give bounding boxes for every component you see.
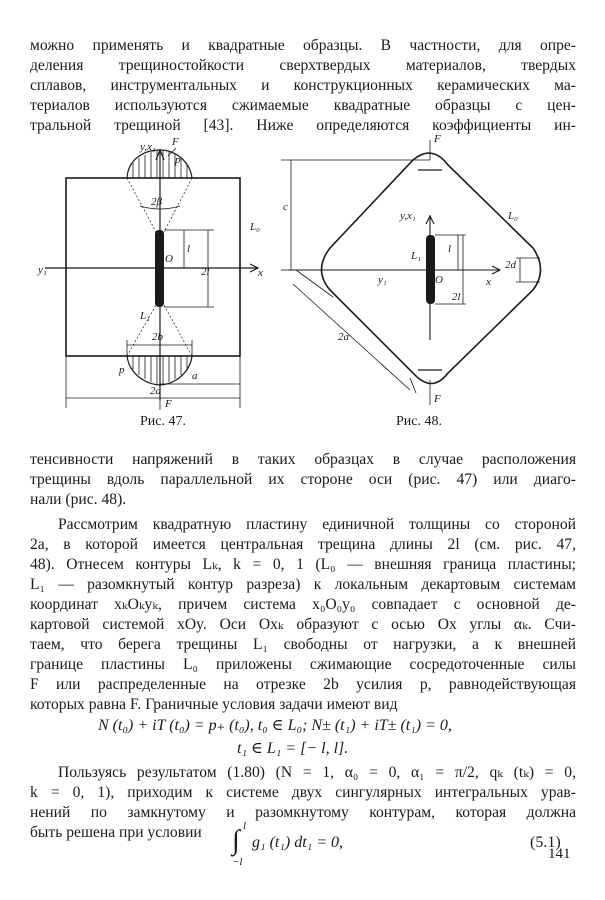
fig47-label-y1: y₁ (38, 264, 47, 276)
fig47-label-p-bottom: p (119, 364, 125, 376)
fig47-bottom-load (127, 356, 192, 385)
fig48-label-F-bottom: F (434, 393, 441, 405)
fig48-label-2a: 2a (338, 331, 349, 343)
fig47-x-arrow (250, 264, 258, 272)
fig48-label-x: x (486, 276, 491, 288)
fig48-crack (426, 235, 435, 304)
text-line: Пользуясь результатом (1.80) (N = 1, α₀ = 0, α₁ = π/2, qₖ (tₖ) = 0, (58, 764, 576, 781)
fig47-label-l: l (187, 243, 191, 255)
fig48-label-2d: 2d (505, 259, 516, 271)
text-line: териалов используются сжимаемые квадратные образцы с цен- (30, 97, 576, 114)
fig47-beta-arc (140, 206, 180, 209)
fig48-label-y1: y₁ (378, 274, 387, 286)
fig48-label-l: l (448, 243, 452, 255)
fig48-label-O: O (435, 274, 443, 286)
text-line: тральной трещиной [43]. Ниже определяются коэффициенты ин- (30, 117, 576, 134)
fig47-F-arrow-top (168, 148, 176, 156)
text-line: можно применять и квадратные образцы. В частности, для опре- (30, 37, 576, 54)
fig47-label-L1: L₁ (140, 310, 150, 322)
equation-boundary-conditions-line1: N (t₀) + iT (t₀) = p₊ (t₀), t₀ ∈ L₀; N± (t₁) + iT± (t₁) = 0, (98, 717, 452, 734)
fig48-diamond (322, 153, 541, 383)
fig47-label-p-top: p (175, 154, 181, 166)
text-line: сплавов, инструментальных и конструкционных керамических ма- (30, 77, 576, 94)
fig48-2d-dim (516, 258, 540, 282)
fig47-l-dim (164, 230, 190, 268)
fig47-label-2beta: 2β (151, 196, 162, 208)
text-line: L₁ — разомкнутый контур разреза) к локальным декартовым системам (30, 576, 576, 593)
fig47-label-yx1: y,x₁ (140, 141, 156, 153)
fig48-label-c: c (283, 201, 288, 213)
equation-number: (5.1) (530, 834, 561, 851)
integral-body: g₁ (t₁) dt₁ = 0, (252, 834, 344, 851)
fig48-label-L0: L₀ (508, 210, 518, 222)
fig47-label-2a: 2a (150, 385, 161, 397)
text-line: 2a, в которой имеется центральная трещина длины 2l (см. рис. 47, (30, 536, 576, 553)
paragraph-continued (30, 450, 576, 510)
text-line: быть решена при условии (30, 824, 202, 841)
paragraph-intro (30, 36, 576, 136)
text-line: k = 0, 1), приходим к системе двух сингулярных интегральных урав- (30, 784, 576, 801)
fig47-caption: Рис. 47. (140, 414, 186, 429)
fig48-label-2l: 2l (452, 291, 461, 303)
fig47-2b-dim (127, 340, 192, 356)
fig47-crack (155, 230, 164, 307)
integral-lower-limit: −l (232, 856, 243, 868)
fig47-square (66, 178, 240, 356)
page-number: 141 (548, 846, 571, 862)
fig47-top-load (127, 150, 192, 178)
text-line: картовой системой xOy. Оси Oxₖ образуют с осью Ox углы αₖ. Счи- (30, 616, 576, 633)
text-line: нали (рис. 48). (30, 491, 127, 508)
text-line: трещины вдоль параллельной их стороне оси (рис. 47) или диаго- (30, 471, 576, 488)
fig48-y-arrow (426, 216, 434, 224)
fig47-label-2l: 2l (201, 266, 210, 278)
text-line: деления трещиностойкости сверхтвердых материалов, твердых (30, 57, 576, 74)
text-line: F или распределенные на отрезке 2b усилия p, равнодействующая (30, 676, 576, 693)
integral-sign: ∫ (232, 825, 240, 856)
fig47-stress-cones (127, 178, 192, 356)
equation-boundary-conditions-line2: t₁ ∈ L₁ = [− l, l]. (237, 740, 349, 757)
fig48-caption: Рис. 48. (396, 414, 442, 429)
text-line: 48). Отнесем контуры Lₖ, k = 0, 1 (L₀ — внешняя граница пластины; (30, 556, 576, 573)
integral-upper-limit: l (243, 820, 247, 832)
text-line: Рассмотрим квадратную пластину единичной толщины со стороной (58, 516, 576, 533)
fig48-2a-dim (293, 270, 416, 393)
fig47-label-2b: 2b (152, 331, 163, 343)
text-line: тенсивности напряжений в таких образцах в случае расположения (30, 451, 576, 468)
fig48-c-dim (281, 160, 430, 270)
paragraph-problem (30, 515, 576, 715)
text-line: таем, что берега трещины L₁ свободны от нагрузки, а к внешней (30, 636, 576, 653)
fig47-label-a: a (192, 370, 198, 382)
text-line: координат xₖOₖyₖ, причем система x₀O₀y₀ совпадает с основной де- (30, 596, 576, 613)
text-line: которых равна F. Граничные условия задачи имеют вид (30, 696, 398, 713)
fig48-l-dims (435, 235, 466, 304)
fig47-top-load-hatch (133, 151, 187, 178)
fig48-label-L1: L₁ (411, 250, 421, 262)
fig48-x-arrow (492, 266, 500, 274)
fig47-2a-dim (66, 356, 240, 408)
fig47-label-x: x (258, 267, 263, 279)
fig47-label-F: F (172, 136, 179, 148)
fig48-label-yx1: y,x₁ (400, 210, 416, 222)
fig47-y-arrow (156, 150, 164, 160)
text-line: нений по замкнутому и разомкнутому контурам, которая должна (30, 804, 576, 821)
fig47-label-L0: L₀ (250, 221, 260, 233)
fig47-label-F-bottom: F (165, 398, 172, 410)
fig47-bottom-load-hatch (133, 356, 187, 384)
equation-integral (232, 820, 492, 874)
text-line: границе пластины L₀ приложены сжимающие сосредоточенные силы (30, 656, 576, 673)
fig47-label-O: O (165, 253, 173, 265)
fig47-2l-dim (164, 230, 214, 307)
fig48-label-F-top: F (434, 133, 441, 145)
